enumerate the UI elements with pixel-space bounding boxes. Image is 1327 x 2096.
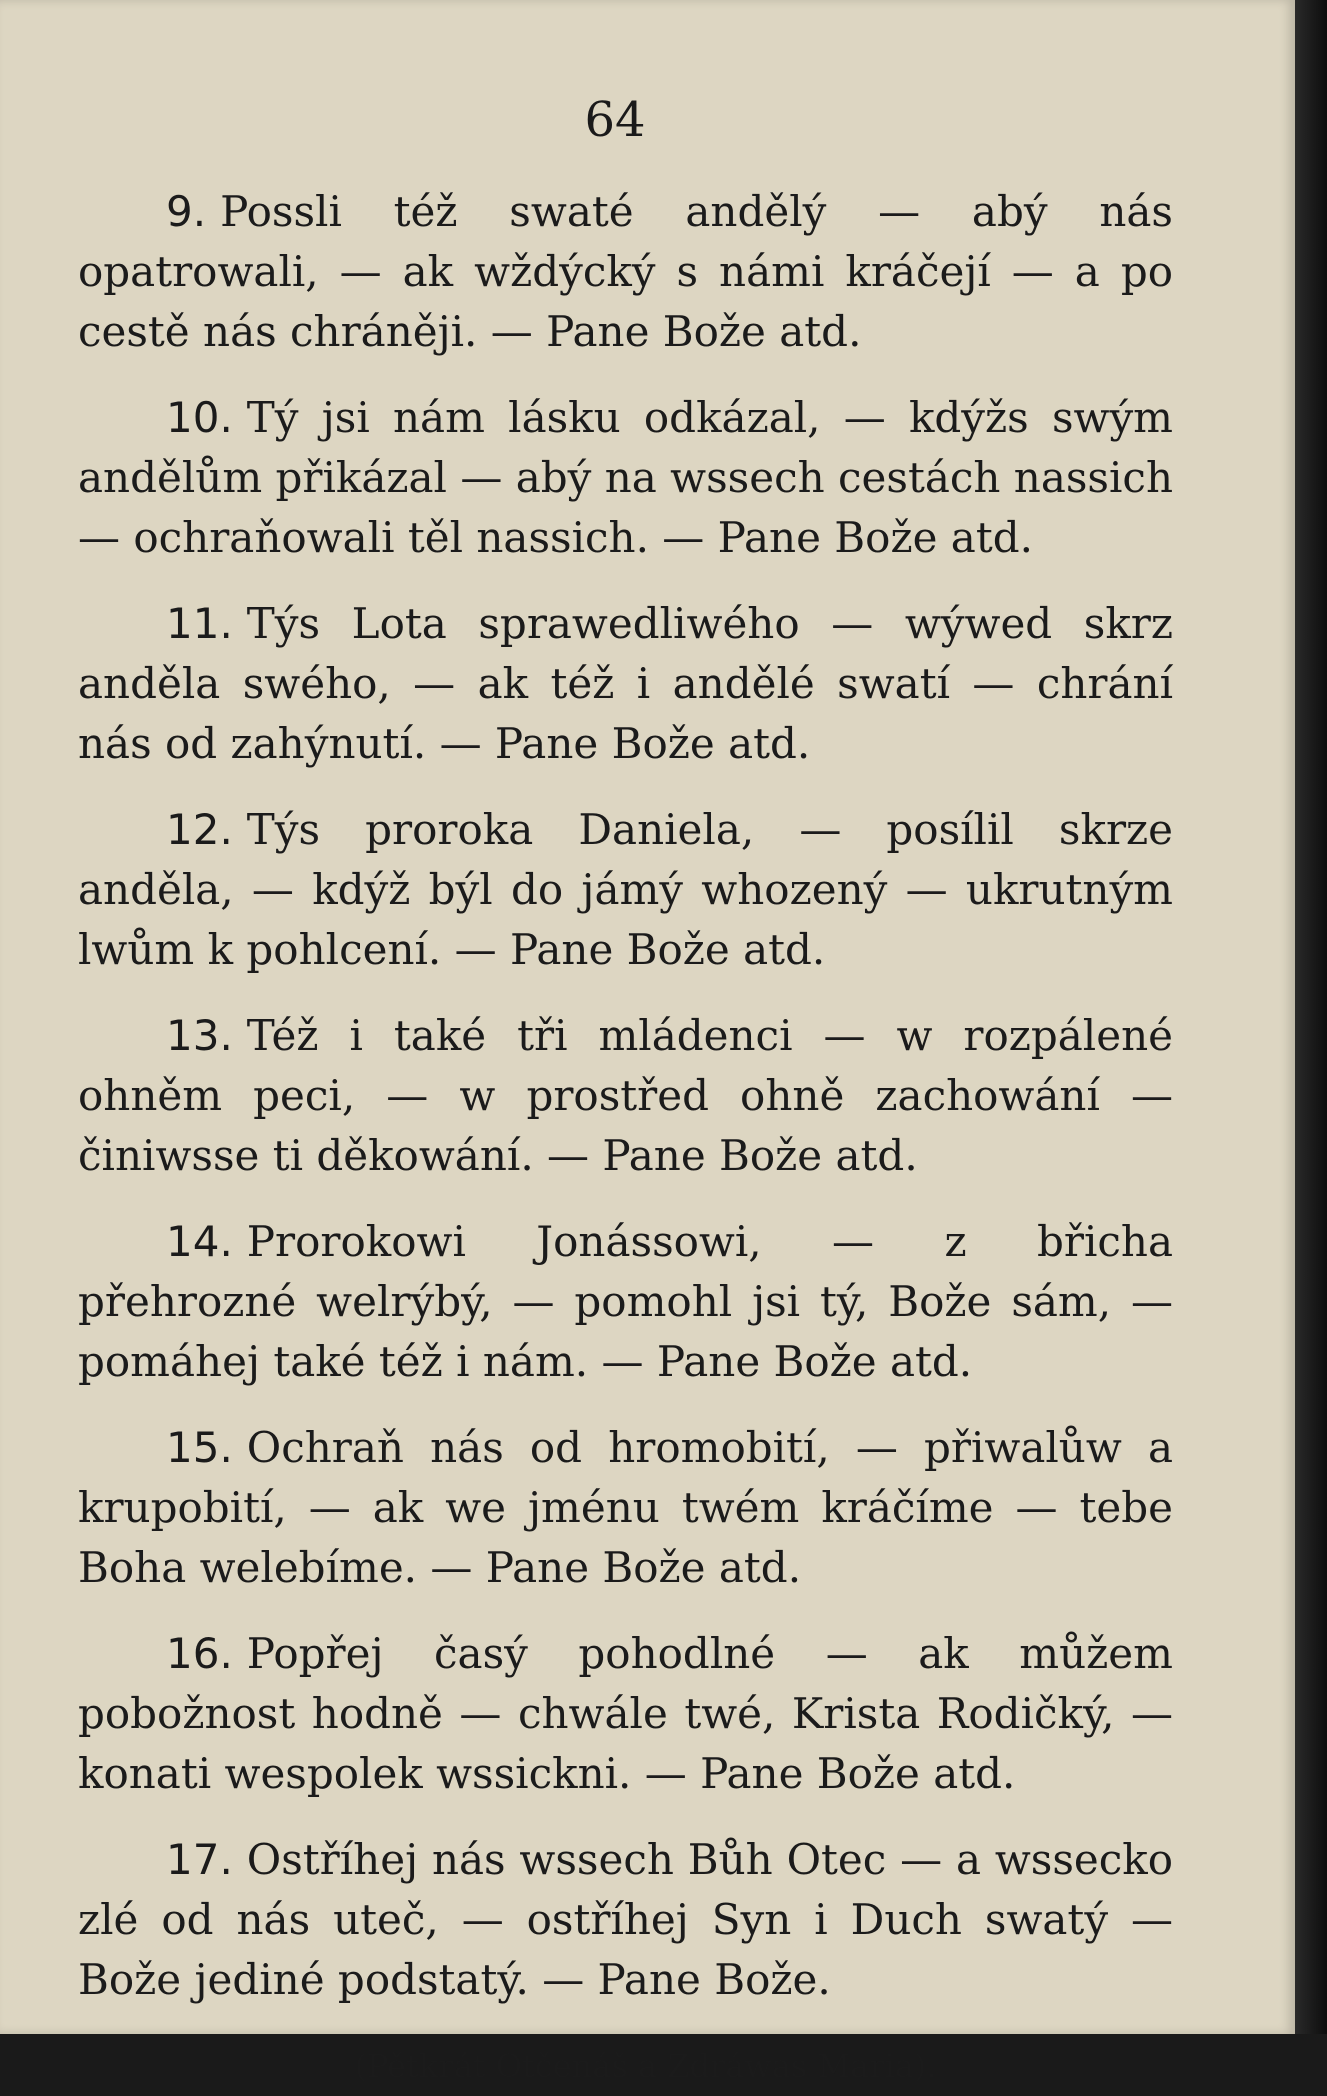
verse-text: Též i také tři mládenci — w rozpálené ohněm peci, — w prostřed ohně zachowání — činiwsse ti děkowání. — Pane Bože atd. [78, 1011, 1173, 1180]
verse-text: Ostříhej nás wssech Bůh Otec — a wssecko zlé od nás uteč, — ostříhej Syn i Duch swatý — Bože jediné podstatý. — Pane Bože. [78, 1835, 1173, 2004]
verse-number: 9. [166, 187, 207, 236]
page-number: 64 [584, 92, 646, 148]
verse-number: 15. [166, 1423, 233, 1472]
verse-text: Popřej časý pohodlné — ak můžem pobožnost hodně — chwále twé, Krista Rodičký, — konati wespolek wssickni. — Pane Bože atd. [78, 1629, 1173, 1798]
verse-13 [78, 1006, 1173, 1186]
closing-instruction: (Pětkrát Otčenáš a Zdráwas Maria). [354, 2047, 937, 2085]
verse-number: 13. [166, 1011, 233, 1060]
verse-10 [78, 388, 1173, 568]
verse-17 [78, 1830, 1173, 2010]
verse-text: Tý jsi nám lásku odkázal, — kdýžs swým andělům přikázal — abý na wssech cestách nassich — ochraňowali těl nassich. — Pane Bože atd. [78, 393, 1173, 562]
verse-text: Possli též swaté andělý — abý nás opatrowali, — ak wždýcký s námi kráčejí — a po cestě nás chráněji. — Pane Bože atd. [78, 187, 1173, 356]
verse-15 [78, 1418, 1173, 1598]
verse-16 [78, 1624, 1173, 1804]
verse-text: Ochraň nás od hromobití, — přiwalůw a krupobití, — ak we jménu twém kráčíme — tebe Boha welebíme. — Pane Bože atd. [78, 1423, 1173, 1592]
verse-text: Týs proroka Daniela, — posílil skrze anděla, — kdýž býl do jámý whozený — ukrutným lwům k pohlcení. — Pane Bože atd. [78, 805, 1173, 974]
verse-number: 14. [166, 1217, 233, 1266]
verse-9 [78, 182, 1173, 362]
verse-number: 10. [166, 393, 233, 442]
book-gutter [1295, 0, 1327, 2034]
verse-text: Prorokowi Jonássowi, — z břicha přehrozné welrýbý, — pomohl jsi tý, Bože sám, — pomáhej také též i nám. — Pane Bože atd. [78, 1217, 1173, 1386]
verse-number: 16. [166, 1629, 233, 1678]
hymn-text [78, 182, 1173, 2096]
verse-text: Týs Lota sprawedliwého — wýwed skrz anděla swého, — ak též i andělé swatí — chrání nás od zahýnutí. — Pane Bože atd. [78, 599, 1173, 768]
verse-11 [78, 594, 1173, 774]
verse-12 [78, 800, 1173, 980]
verse-number: 12. [166, 805, 233, 854]
verse-number: 17. [166, 1835, 233, 1884]
verse-number: 11. [166, 599, 233, 648]
verse-14 [78, 1212, 1173, 1392]
